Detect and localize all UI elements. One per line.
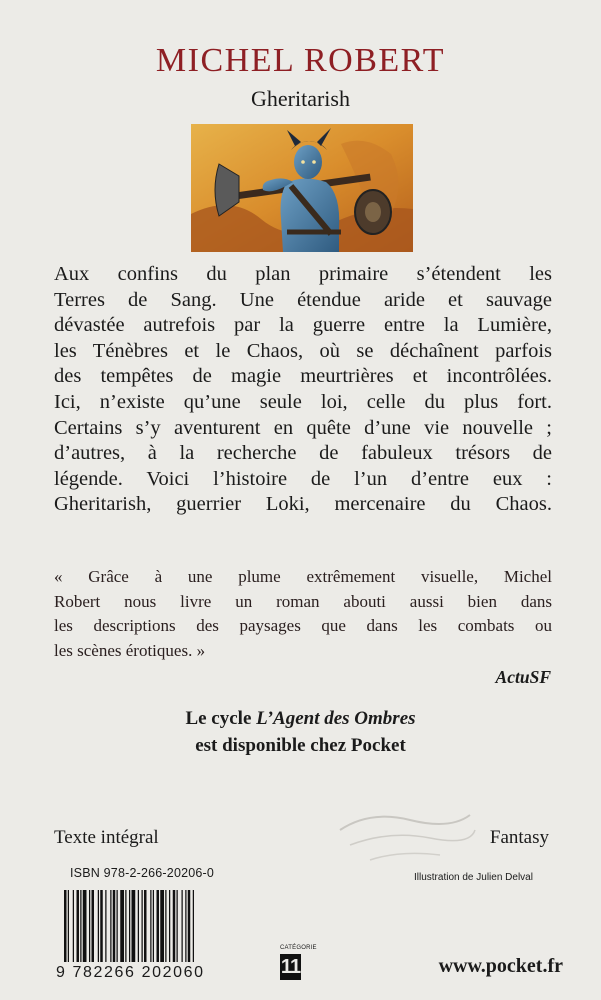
promo-line-2: est disponible chez Pocket: [195, 735, 406, 756]
cover-scuff-mark: [330, 800, 480, 870]
series-promo: [0, 705, 601, 759]
summary-line: Aux confins du plan primaire s’étendent les: [54, 263, 552, 285]
quote-source: ActuSF: [495, 667, 551, 687]
summary-line: légende. Voici l’histoire de l’un d’entre eux :: [54, 467, 552, 490]
press-quote: [54, 565, 552, 663]
quote-line: « Grâce à une plume extrêmement visuelle, Michel: [54, 567, 552, 586]
isbn: ISBN 978-2-266-20206-0: [70, 866, 215, 880]
genre-label: Fantasy: [489, 827, 549, 848]
summary-text: [54, 262, 552, 518]
barcode-digits: 9 782266 202060: [56, 962, 252, 982]
summary-line: dévastée autrefois par la guerre entre la Lumière,: [54, 314, 552, 337]
category-badge: 11: [280, 956, 301, 978]
promo-line-1: [0, 705, 601, 732]
summary-line: Ici, n’existe qu’une seule loi, celle du plus fort.: [54, 390, 552, 413]
summary-line: Certains s’y aventurent en quête d’une vie nouvelle ;: [54, 416, 552, 439]
cover-illustration: [191, 124, 413, 252]
summary-line: Terres de Sang. Une étendue aride et sauvage: [54, 288, 552, 311]
publisher-url: www.pocket.fr: [438, 955, 563, 977]
edition-label: Texte intégral: [54, 827, 159, 848]
book-title: Gheritarish: [251, 86, 350, 111]
summary-line: d’autres, à la recherche de fabuleux trésors de: [54, 442, 552, 465]
summary-line: des tempêtes de magie meurtrières et incontrôlées.: [54, 365, 552, 388]
quote-line: Robert nous livre un roman abouti aussi bien dans: [54, 591, 552, 611]
illustration-credit: Illustration de Julien Delval: [414, 872, 533, 883]
quote-line: les descriptions des paysages que dans les combats ou: [54, 616, 552, 635]
promo-prefix: Le cycle: [185, 708, 257, 729]
author-name: MICHEL ROBERT: [155, 42, 446, 79]
series-title: L’Agent des Ombres: [256, 708, 416, 729]
category-label: CATÉGORIE: [280, 945, 317, 951]
summary-line: Gheritarish, guerrier Loki, mercenaire du Chaos.: [54, 493, 552, 516]
summary-line: les Ténèbres et le Chaos, où se déchaînent parfois: [54, 339, 552, 362]
quote-line: les scènes érotiques. »: [54, 640, 206, 660]
